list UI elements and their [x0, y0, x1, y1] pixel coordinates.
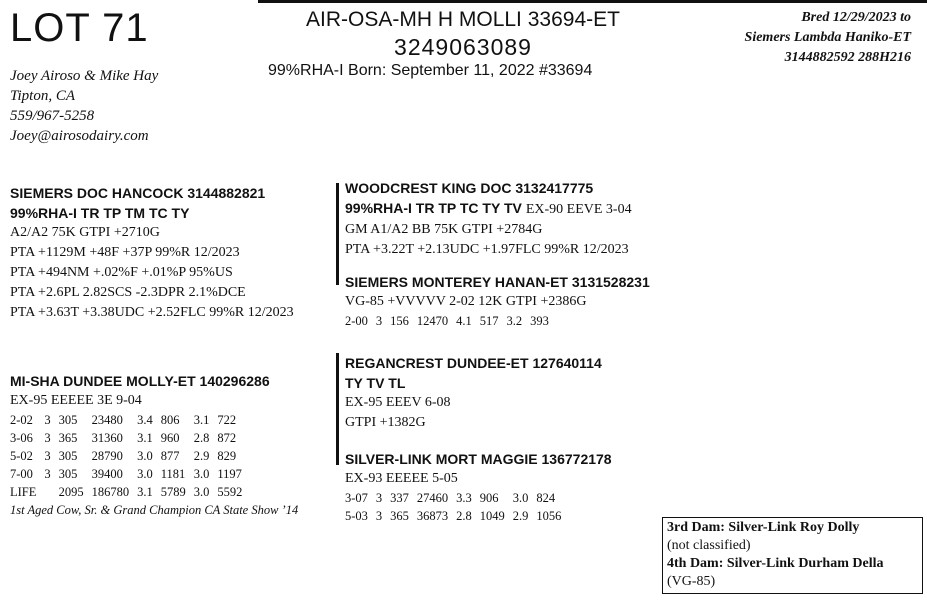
life-milk: 186780 [91, 485, 130, 499]
record-milk: 36873 [416, 509, 449, 523]
consignor-names: Joey Airoso & Mike Hay [10, 68, 159, 84]
record-days: 337 [390, 491, 409, 505]
pedigree-bracket-maternal [336, 353, 339, 465]
record-days: 156 [390, 314, 409, 328]
mgd-records-table [345, 489, 569, 525]
record-protein-pct: 2.9 [193, 449, 210, 463]
table-row [345, 489, 569, 507]
record-days: 365 [58, 431, 78, 445]
record-age: 2-00 [345, 314, 368, 328]
record-fat-pct: 3.4 [137, 413, 153, 427]
dam-block [10, 371, 298, 519]
record-times: 3 [44, 413, 51, 427]
life-blank [44, 483, 58, 501]
table-row-life [10, 483, 250, 501]
record-protein-pct: 3.1 [193, 413, 210, 427]
table-row [10, 465, 250, 483]
sire-line: PTA +3.63T +3.38UDC +2.52FLC 99%R 12/2023 [10, 305, 294, 320]
dam-name: MI-SHA DUNDEE MOLLY-ET 140296286 [10, 373, 270, 389]
record-age: 3-07 [345, 491, 368, 505]
pgd-records-table [345, 312, 557, 330]
record-protein: 824 [536, 491, 556, 505]
record-age: 7-00 [10, 467, 33, 481]
record-fat-pct: 2.8 [456, 509, 472, 523]
record-fat-pct: 3.3 [456, 491, 472, 505]
life-fat: 5789 [160, 485, 186, 499]
third-dam-label: 3rd Dam: Silver-Link Roy Dolly [667, 520, 860, 535]
pgs-line: PTA +3.22T +2.13UDC +1.97FLC 99%R 12/2023 [345, 242, 629, 257]
record-fat: 906 [479, 491, 499, 505]
ancestry-box [662, 517, 923, 594]
record-times: 3 [44, 467, 51, 481]
registration-number: 3249063089 [394, 34, 532, 60]
record-milk: 31360 [91, 431, 123, 445]
top-rule [258, 0, 927, 3]
record-milk: 39400 [91, 467, 123, 481]
record-days: 305 [58, 413, 78, 427]
record-protein-pct: 2.9 [512, 509, 529, 523]
record-milk: 23480 [91, 413, 123, 427]
life-protein-pct: 3.0 [193, 485, 210, 499]
record-fat: 877 [160, 449, 180, 463]
record-days: 365 [390, 509, 409, 523]
record-milk: 12470 [416, 314, 449, 328]
table-row [345, 312, 557, 330]
sire-codes: 99%RHA-I TR TP TM TC TY [10, 205, 190, 221]
record-fat-pct: 3.1 [137, 431, 153, 445]
record-protein: 1197 [217, 467, 242, 481]
pedigree-bracket-paternal [336, 183, 339, 285]
record-fat: 806 [160, 413, 180, 427]
breeding-info [745, 8, 911, 68]
consignor-email: Joey@airosodairy.com [10, 128, 149, 144]
record-fat-pct: 3.0 [137, 449, 153, 463]
life-label: LIFE [10, 485, 37, 499]
record-age: 5-02 [10, 449, 33, 463]
record-protein-pct: 2.8 [193, 431, 210, 445]
mgs-name: REGANCREST DUNDEE-ET 127640114 [345, 355, 602, 371]
mgs-line: GTPI +1382G [345, 415, 426, 430]
record-milk: 27460 [416, 491, 449, 505]
dam-classification: EX-95 EEEEE 3E 9-04 [10, 393, 142, 408]
animal-details: 99%RHA-I Born: September 11, 2022 #33694 [268, 62, 593, 79]
maternal-granddam-block [345, 449, 612, 525]
consignor-phone: 559/967-5258 [10, 108, 95, 124]
table-row [10, 447, 250, 465]
record-times: 3 [375, 491, 383, 505]
record-protein: 393 [530, 314, 549, 328]
bred-sire: Siemers Lambda Haniko-ET [744, 30, 911, 45]
record-age: 2-02 [10, 413, 33, 427]
bred-date: Bred 12/29/2023 to [801, 10, 911, 25]
pgs-class: EX-90 EEVE 3-04 [525, 202, 632, 217]
bred-sire-id: 3144882592 288H216 [784, 50, 911, 65]
record-protein-pct: 3.2 [506, 314, 523, 328]
table-row [345, 507, 569, 525]
table-row [10, 411, 250, 429]
sire-line: PTA +494NM +.02%F +.01%P 95%US [10, 265, 233, 280]
record-days: 305 [58, 449, 78, 463]
record-protein: 872 [217, 431, 237, 445]
record-protein: 722 [217, 413, 237, 427]
mgd-class: EX-93 EEEEE 5-05 [345, 471, 458, 486]
dam-show-note: 1st Aged Cow, Sr. & Grand Champion CA State Show ’14 [10, 503, 299, 517]
record-milk: 28790 [91, 449, 123, 463]
mgs-codes: TY TV TL [345, 375, 406, 391]
record-fat: 1181 [160, 467, 186, 481]
record-fat: 960 [160, 431, 180, 445]
sire-line: A2/A2 75K GTPI +2710G [10, 225, 160, 240]
record-times: 3 [44, 449, 51, 463]
third-dam-note: (not classified) [667, 538, 751, 553]
fourth-dam-label: 4th Dam: Silver-Link Durham Della [667, 556, 884, 571]
record-protein-pct: 3.0 [512, 491, 529, 505]
record-age: 3-06 [10, 431, 33, 445]
sire-name: SIEMERS DOC HANCOCK 3144882821 [10, 185, 266, 201]
table-row [10, 429, 250, 447]
record-fat-pct: 4.1 [456, 314, 472, 328]
life-days: 2095 [58, 485, 84, 499]
record-times: 3 [375, 314, 383, 328]
consignor-block [10, 66, 158, 146]
mgs-line: EX-95 EEEV 6-08 [345, 395, 451, 410]
record-protein: 1056 [536, 509, 562, 523]
paternal-grandsire-block [345, 178, 632, 260]
mgd-name: SILVER-LINK MORT MAGGIE 136772178 [345, 451, 612, 467]
record-age: 5-03 [345, 509, 368, 523]
pgs-line: GM A1/A2 BB 75K GTPI +2784G [345, 222, 543, 237]
life-fat-pct: 3.1 [137, 485, 153, 499]
pgd-class: VG-85 +VVVVV 2-02 12K GTPI +2386G [345, 294, 587, 309]
sire-block [10, 183, 294, 323]
pgs-codes: 99%RHA-I TR TP TC TY TV [345, 200, 522, 216]
record-times: 3 [375, 509, 383, 523]
pgs-name: WOODCREST KING DOC 3132417775 [345, 180, 594, 196]
lot-number: LOT 71 [10, 6, 149, 50]
record-days: 305 [58, 467, 78, 481]
record-fat: 1049 [479, 509, 505, 523]
sire-line: PTA +1129M +48F +37P 99%R 12/2023 [10, 245, 240, 260]
record-times: 3 [44, 431, 51, 445]
fourth-dam-note: (VG-85) [667, 574, 716, 589]
paternal-granddam-block [345, 272, 650, 330]
maternal-grandsire-block [345, 353, 602, 433]
animal-name: AIR-OSA-MH H MOLLI 33694-ET [306, 8, 620, 31]
record-fat: 517 [479, 314, 499, 328]
life-protein: 5592 [217, 485, 243, 499]
record-protein: 829 [217, 449, 237, 463]
pgd-name: SIEMERS MONTEREY HANAN-ET 3131528231 [345, 274, 650, 290]
record-protein-pct: 3.0 [193, 467, 210, 481]
record-fat-pct: 3.0 [137, 467, 153, 481]
sire-line: PTA +2.6PL 2.82SCS -2.3DPR 2.1%DCE [10, 285, 246, 300]
consignor-city: Tipton, CA [10, 88, 76, 104]
dam-records-table [10, 411, 250, 501]
